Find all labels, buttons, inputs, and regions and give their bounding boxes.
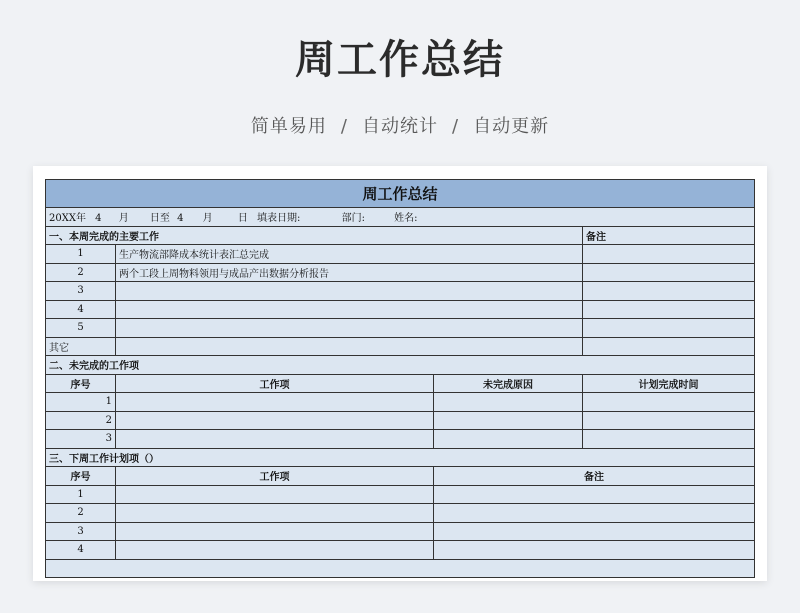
table-row: [46, 319, 755, 338]
sheet-title-row: [46, 180, 755, 208]
work-item-cell[interactable]: [116, 504, 434, 523]
col-header-no[interactable]: 序号: [46, 467, 116, 486]
work-item-cell[interactable]: [116, 393, 434, 412]
info-row: [46, 208, 755, 227]
col-header-work-item[interactable]: 工作项: [116, 374, 434, 393]
separator: /: [340, 116, 348, 137]
note-cell[interactable]: [583, 282, 755, 301]
feature-easy: 简单易用: [250, 116, 327, 137]
table-row: [46, 430, 755, 449]
section2-column-headers: [46, 374, 755, 393]
spreadsheet-preview-card: [33, 166, 767, 581]
section3-header-row: [46, 448, 755, 467]
table-row: [46, 245, 755, 264]
section1-note-header[interactable]: 备注: [583, 226, 755, 245]
name-label: 姓名:: [394, 213, 418, 225]
feature-auto-update: 自动更新: [473, 116, 550, 137]
work-item-cell[interactable]: [116, 337, 583, 356]
other-label[interactable]: 其它: [46, 337, 116, 356]
separator: /: [452, 116, 460, 137]
col-header-note[interactable]: 备注: [434, 467, 755, 486]
row-number[interactable]: 4: [46, 300, 116, 319]
note-cell[interactable]: [583, 300, 755, 319]
work-item-cell[interactable]: [116, 411, 434, 430]
section3-title[interactable]: 三、下周工作计划项（）: [46, 448, 755, 467]
month-label: 月: [118, 213, 129, 225]
table-row: [46, 504, 755, 523]
reason-cell[interactable]: [434, 393, 583, 412]
reason-cell[interactable]: [434, 430, 583, 449]
table-row: [46, 559, 755, 578]
page-title: 周工作总结: [295, 37, 505, 83]
fill-date-label: 填表日期:: [257, 213, 301, 225]
work-item-cell[interactable]: [116, 300, 583, 319]
row-number[interactable]: 2: [46, 504, 116, 523]
feature-auto-stats: 自动统计: [362, 116, 438, 137]
table-row: [46, 541, 755, 560]
section1-header-row: [46, 226, 755, 245]
section2-header-row: [46, 356, 755, 375]
row-number[interactable]: 3: [46, 522, 116, 541]
reason-cell[interactable]: [434, 411, 583, 430]
work-item-cell[interactable]: [116, 430, 434, 449]
note-cell[interactable]: [434, 504, 755, 523]
note-cell[interactable]: [434, 522, 755, 541]
table-row: [46, 300, 755, 319]
col-header-reason[interactable]: 未完成原因: [434, 374, 583, 393]
table-row: [46, 485, 755, 504]
info-cell[interactable]: [46, 208, 755, 227]
table-row: [46, 282, 755, 301]
col-header-no[interactable]: 序号: [46, 374, 116, 393]
feature-tagline: [0, 112, 800, 138]
year-value: 20XX年: [49, 213, 86, 225]
row-number[interactable]: 5: [46, 319, 116, 338]
row-number[interactable]: 1: [46, 485, 116, 504]
note-cell[interactable]: [434, 541, 755, 560]
sheet-title[interactable]: 周工作总结: [46, 180, 755, 208]
row-number[interactable]: 3: [46, 282, 116, 301]
section3-column-headers: [46, 467, 755, 486]
row-number[interactable]: 2: [46, 411, 116, 430]
row-number[interactable]: 1: [46, 393, 116, 412]
note-cell[interactable]: [583, 337, 755, 356]
col-header-work-item[interactable]: 工作项: [116, 467, 434, 486]
to-month-value: 4: [177, 213, 184, 225]
note-cell[interactable]: [583, 245, 755, 264]
day-to-label: 日至: [149, 213, 170, 225]
row-number[interactable]: 4: [46, 541, 116, 560]
plan-time-cell[interactable]: [583, 411, 755, 430]
table-row: [46, 393, 755, 412]
table-row: [46, 263, 755, 282]
table-row: [46, 522, 755, 541]
work-item-cell[interactable]: 两个工段上周物料领用与成品产出数据分析报告: [116, 263, 583, 282]
row-number[interactable]: 1: [46, 245, 116, 264]
work-item-cell[interactable]: 生产物流部降成本统计表汇总完成: [116, 245, 583, 264]
row-number[interactable]: 2: [46, 263, 116, 282]
from-month-value: 4: [95, 213, 102, 225]
weekly-summary-sheet: [45, 179, 755, 578]
col-header-plan-time[interactable]: 计划完成时间: [583, 374, 755, 393]
plan-time-cell[interactable]: [583, 430, 755, 449]
work-item-cell[interactable]: [116, 319, 583, 338]
day-label: 日: [237, 213, 248, 225]
month-label: 月: [202, 213, 213, 225]
plan-time-cell[interactable]: [583, 393, 755, 412]
work-item-cell[interactable]: [116, 522, 434, 541]
note-cell[interactable]: [434, 485, 755, 504]
note-cell[interactable]: [583, 263, 755, 282]
work-item-cell[interactable]: [116, 282, 583, 301]
row-number[interactable]: 3: [46, 430, 116, 449]
table-row: [46, 411, 755, 430]
dept-label: 部门:: [341, 213, 365, 225]
section1-title[interactable]: 一、本周完成的主要工作: [46, 226, 583, 245]
work-item-cell[interactable]: [116, 541, 434, 560]
footer-cell[interactable]: [46, 559, 755, 578]
work-item-cell[interactable]: [116, 485, 434, 504]
table-row: [46, 337, 755, 356]
note-cell[interactable]: [583, 319, 755, 338]
section2-title[interactable]: 二、未完成的工作项: [46, 356, 755, 375]
